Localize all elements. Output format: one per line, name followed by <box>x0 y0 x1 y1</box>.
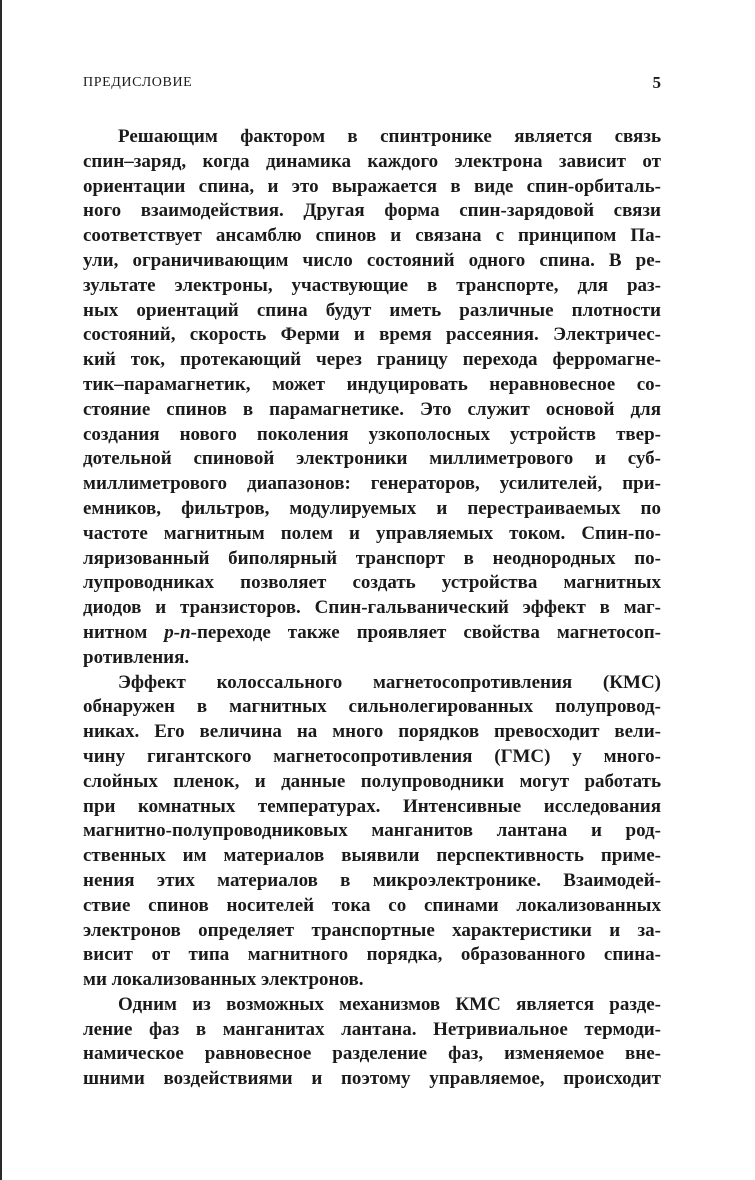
text-line: создания нового поколения узкополосных устройств твер- <box>83 423 661 445</box>
text-line: слойных пленок, и данные полупроводники могут работать <box>83 770 661 792</box>
text-line: спин–заряд, когда динамика каждого электрона зависит от <box>83 150 661 172</box>
text-line: миллиметрового диапазонов: генераторов, усилителей, при- <box>83 473 661 495</box>
text-line: емников, фильтров, модулируемых и перестраиваемых по <box>83 497 661 519</box>
text-line: чину гигантского магнетосопротивления (ГМС) у много- <box>83 745 661 767</box>
text-line: стояние спинов в парамагнетике. Это служит основой для <box>83 398 661 420</box>
text-line: никах. Его величина на много порядков превосходит вели- <box>83 721 661 743</box>
text-line: ного взаимодействия. Другая форма спин-зарядовой связи <box>83 200 661 222</box>
text-line: тик–парамагнетик, может индуцировать неравновесное со- <box>83 373 661 395</box>
text-line: ули, ограничивающим число состояний одного спина. В ре- <box>83 249 661 271</box>
text-segment: -переходе также проявляет свойства магнетосоп- <box>190 621 661 643</box>
text-line: Одним из возможных механизмов КМС является разде- <box>118 993 661 1015</box>
running-title: ПРЕДИСЛОВИЕ <box>83 75 193 90</box>
text-line: магнитно-полупроводниковых манганитов лантана и род- <box>83 820 661 842</box>
text-line: ляризованный биполярный транспорт в неоднородных по- <box>83 547 661 569</box>
text-line: ление фаз в манганитах лантана. Нетривиальное термоди- <box>83 1018 661 1040</box>
text-line: намическое равновесное разделение фаз, изменяемое вне- <box>83 1043 661 1065</box>
text-line: ми локализованных электронов. <box>83 969 364 991</box>
text-line: кий ток, протекающий через границу перехода ферромагне- <box>83 349 661 371</box>
paragraph <box>83 993 661 1092</box>
text-line: обнаружен в магнитных сильнолегированных полупровод- <box>83 696 661 718</box>
text-line: шними воздействиями и поэтому управляемое, происходит <box>83 1068 661 1090</box>
text-line: нения этих материалов в микроэлектронике. Взаимодей- <box>83 869 661 891</box>
text-line: частоте магнитным полем и управляемых током. Спин-по- <box>83 522 661 544</box>
text-line: дотельной спиновой электроники миллиметрового и суб- <box>83 448 661 470</box>
text-line: ственных им материалов выявили перспективность приме- <box>83 845 661 867</box>
page-number: 5 <box>652 73 661 92</box>
text-line: ориентации спина, и это выражается в виде спин-орбиталь- <box>83 175 661 197</box>
text-line: при комнатных температурах. Интенсивные исследования <box>83 795 661 817</box>
text-segment: нитном <box>83 621 165 643</box>
body-text <box>83 125 661 1092</box>
text-line: Эффект колоссального магнетосопротивления (КМС) <box>118 671 661 693</box>
paragraph <box>83 671 661 993</box>
italic-term: p-n <box>164 621 191 643</box>
page-header <box>83 73 661 93</box>
page-edge-rule <box>0 0 2 1180</box>
text-line <box>83 621 661 646</box>
text-line: зультате электроны, участвующие в транспорте, для раз- <box>83 274 661 296</box>
paragraph <box>83 125 661 671</box>
text-line: ствие спинов носителей тока со спинами локализованных <box>83 894 661 916</box>
text-line: ных ориентаций спина будут иметь различные плотности <box>83 299 661 321</box>
text-line: Решающим фактором в спинтронике является связь <box>118 126 661 147</box>
text-line: висит от типа магнитного порядка, образованного спина- <box>83 944 661 966</box>
text-line: состояний, скорость Ферми и время рассеяния. Электричес- <box>83 324 661 346</box>
text-line: ротивления. <box>83 646 190 668</box>
text-line: электронов определяет транспортные характеристики и за- <box>83 919 661 941</box>
text-line: диодов и транзисторов. Спин-гальванический эффект в маг- <box>83 597 661 619</box>
text-line: лупроводниках позволяет создать устройства магнитных <box>83 572 661 594</box>
text-line: соответствует ансамблю спинов и связана с принципом Па- <box>83 225 661 247</box>
